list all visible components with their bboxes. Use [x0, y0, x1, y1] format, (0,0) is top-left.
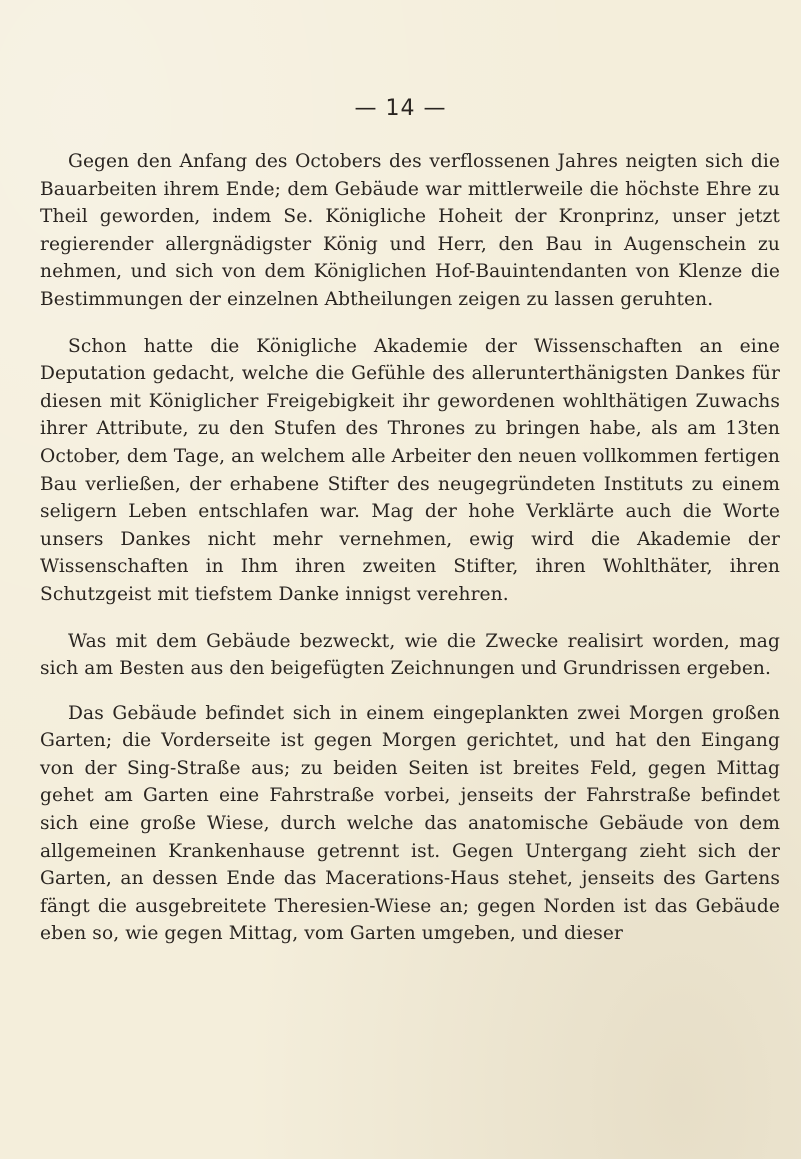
paragraph-4: Das Gebäude befindet sich in einem eingeplankten zwei Morgen großen Garten; die Vorderseite ist gegen Morgen gerichtet, und hat den Eingang von der Sing-Straße aus; zu beiden Seiten ist breites Feld, gegen Mittag gehet am Garten eine Fahrstraße vorbei, jenseits der Fahrstraße befindet sich eine große Wiese, durch welche das anatomische Gebäude von dem allgemeinen Krankenhause getrennt ist. Gegen Untergang zieht sich der Garten, an dessen Ende das Macerations-Haus stehet, jenseits des Gartens fängt die ausgebreitete Theresien-Wiese an; gegen Norden ist das Gebäude eben so, wie gegen Mittag, vom Garten umgeben, und dieser [40, 702, 780, 945]
paragraph-3: Was mit dem Gebäude bezweckt, wie die Zwecke realisirt worden, mag sich am Besten aus den beigefügten Zeichnungen und Grundrissen ergeben. [40, 630, 780, 680]
paragraph-1: Gegen den Anfang des Octobers des verflossenen Jahres neigten sich die Bauarbeiten ihrem Ende; dem Gebäude war mittlerweile die höchste Ehre zu Theil geworden, indem Se. Königliche Hoheit der Kronprinz, unser jetzt regierender allergnädigster König und Herr, den Bau in Augenschein zu nehmen, und sich von dem Königlichen Hof-Bauintendanten von Klenze die Bestimmungen der einzelnen Abtheilungen zeigen zu lassen geruhten. [40, 151, 780, 310]
paragraph-2: Schon hatte die Königliche Akademie der Wissenschaften an eine Deputation gedacht, welche die Gefühle des allerunterthänigsten Dankes für diesen mit Königlicher Freigebigkeit ihr gewordenen wohlthätigen Zuwachs ihrer Attribute, zu den Stufen des Thrones zu bringen habe, als am 13ten October, dem Tage, an welchem alle Arbeiter den neuen vollkommen fertigen Bau verließen, der erhabene Stifter des neugegründeten Instituts zu einem seligern Leben entschlafen war. Mag der hohe Verklärte auch die Worte unsers Dankes nicht mehr vernehmen, ewig wird die Akademie der Wissenschaften in Ihm ihren zweiten Stifter, ihren Wohlthäter, ihren Schutzgeist mit tiefstem Danke innigst verehren. [40, 335, 780, 605]
body-text [40, 148, 780, 967]
page-number-header: — 14 — [354, 96, 447, 121]
